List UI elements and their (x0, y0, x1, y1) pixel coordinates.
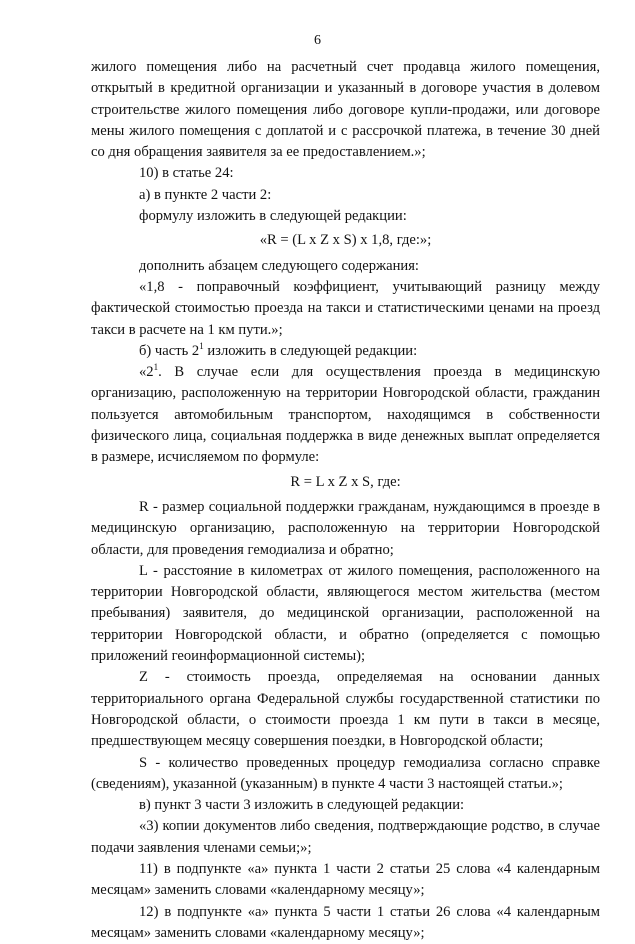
paragraph-definition-l: L - расстояние в километрах от жилого помещения, расположенного на территории Новгородской области, являющегося местом жительства (местом пребывания) заявителя, до медицинской организации, расположенной на территории Новгородской области, и обратно (определяется с помощью приложений геоинформационной системы); (91, 562, 600, 665)
paragraph-part-2-1 (91, 362, 600, 468)
paragraph-definition-z: Z - стоимость проезда, определяемая на основании данных территориального органа Федеральной службы государственной статистики по Новгородской области, о стоимости проезда 1 км пути в такси в месяце, предшествующем месяцу совершения поездки, в Новгородской области; (91, 669, 600, 750)
paragraph-point-3: «3) копии документов либо сведения, подтверждающие родство, в случае подачи заявления членами семьи;»; (91, 818, 600, 856)
part-2-1-text-start: «2 (139, 364, 154, 381)
subitem-b-text-end: изложить в следующей редакции: (203, 342, 418, 359)
paragraph-subitem-b (91, 341, 600, 362)
formula-basic: R = L x Z x S, где: (290, 473, 401, 490)
superscript-mark: 1 (199, 340, 204, 351)
paragraph-formula-intro: формулу изложить в следующей редакции: (139, 208, 407, 225)
paragraph-definition-r: R - размер социальной поддержки гражданам, нуждающимся в проезде в медицинскую организацию, расположенную на территории Новгородской области, для проведения гемодиализа и обратно; (91, 498, 600, 558)
paragraph-add-intro: дополнить абзацем следующего содержания: (139, 257, 419, 274)
paragraph-subitem-v: в) пункт 3 части 3 изложить в следующей редакции: (139, 797, 465, 814)
paragraph-coefficient-definition: «1,8 - поправочный коэффициент, учитывающий разницу между фактической стоимостью проезда на такси и статистическими ценами на проезд такси в расчете на 1 км пути.»; (91, 278, 600, 338)
paragraph-item-10: 10) в статье 24: (139, 165, 234, 182)
page-number: 6 (314, 33, 321, 48)
paragraph-subitem-a: а) в пункте 2 части 2: (139, 186, 272, 203)
formula-with-coefficient: «R = (L x Z x S) x 1,8, где:»; (259, 232, 432, 249)
part-2-1-text-end: . В случае если для осуществления проезда в медицинскую организацию, расположенную на территории Новгородской области, гражданин пользуется автомобильным транспортом, находящимся в собственности физического лица, социальная поддержка в виде денежных выплат определяется в размере, исчисляемом по формуле: (91, 364, 600, 466)
paragraph-item-11: 11) в подпункте «а» пункта 1 части 2 статьи 25 слова «4 календарным месяцам» заменить словами «календарному месяцу»; (91, 860, 600, 899)
subitem-b-text-start: б) часть 2 (139, 342, 200, 359)
paragraph-definition-s: S - количество проведенных процедур гемодиализа согласно справке (сведениям), указанной (указанным) в пункте 4 части 3 настоящей статьи.»; (91, 754, 600, 792)
paragraph-continuation: жилого помещения либо на расчетный счет продавца жилого помещения, открытый в кредитной организации и указанный в договоре участия в долевом строительстве жилого помещения либо договоре купли-продажи, или договоре мены жилого помещения с доплатой и с рассрочкой платежа, в течение 30 дней со дня обращения заявителя за ее предоставлением.»; (91, 59, 600, 161)
document-body (91, 57, 600, 944)
superscript-mark: 1 (153, 362, 159, 373)
paragraph-item-12: 12) в подпункте «а» пункта 5 части 1 статьи 26 слова «4 календарным месяцам» заменить словами «календарному месяцу»; (91, 903, 600, 941)
